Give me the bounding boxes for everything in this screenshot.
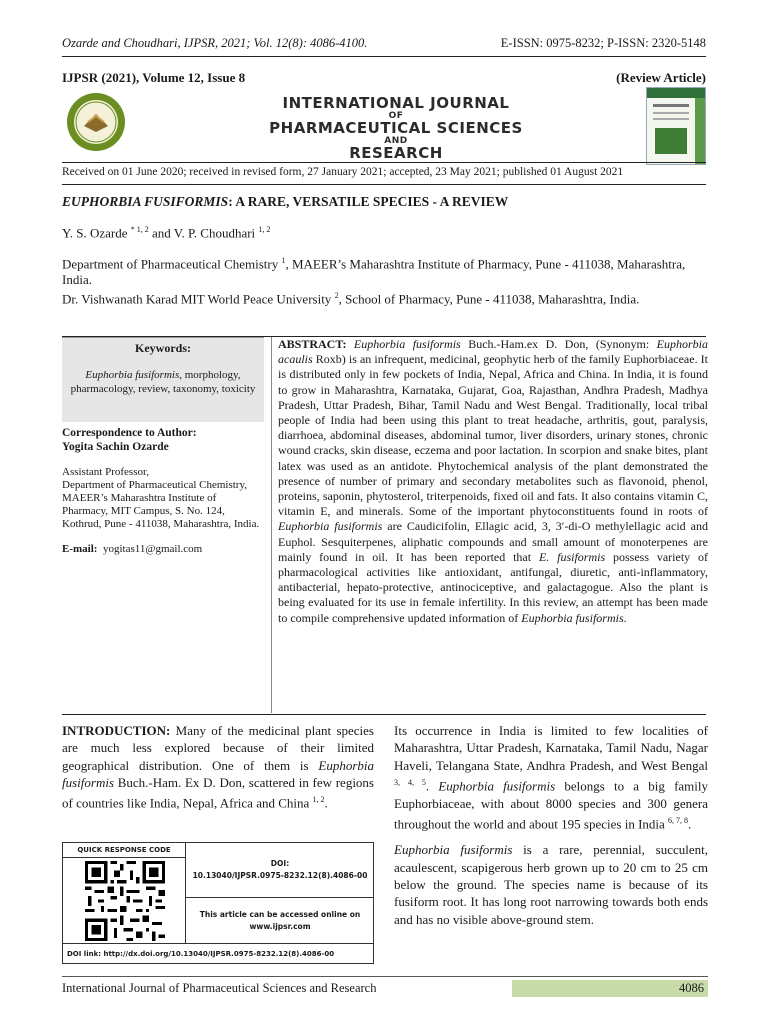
access-url-link[interactable]: www.ijpsr.com [249, 921, 311, 931]
correspondence-heading: Correspondence to Author: [62, 427, 197, 439]
intro-text: Many of the medicinal plant species are much less explored because of their limited geographical distribution. One of them is [62, 723, 374, 773]
qr-label: QUICK RESPONSE CODE [63, 843, 186, 858]
header-rule [62, 56, 706, 57]
paragraph [394, 722, 708, 833]
species-name: Euphorbia acaulis [278, 337, 708, 367]
title-species: EUPHORBIA FUSIFORMIS [62, 194, 229, 209]
affiliation-1 [62, 253, 708, 288]
body-text: . [425, 778, 439, 794]
footer-rule [62, 976, 708, 977]
masthead-line: AND [384, 136, 408, 146]
email-label: E-mail: [62, 543, 98, 555]
affiliation-sup: 1 [281, 256, 286, 265]
body-text: is a rare, perennial, succulent, acaulescent, scapigerous herb grown up to 20 cm to 25 cm below the ground. The species name is because of its fusiform root. It has long root narrowing towards both ends and has no visible above-ground stem. [394, 842, 708, 927]
species-name: Euphorbia fusiformis [278, 519, 383, 534]
citation-ref: 3, 4, 5 [394, 778, 426, 788]
intro-label: INTRODUCTION: [62, 723, 171, 738]
dates-rule [62, 184, 706, 185]
masthead-line: PHARMACEUTICAL SCIENCES [269, 119, 523, 137]
abstract-text: are Caudicifolin, Ellagic acid, 3, 3′-di-O methylellagic acid and Euphol. Sesquiterpenes, aliphatic compounds and small amount of monoterpenes are mainly found in oil. It has been reported that [278, 519, 708, 564]
author-name: Y. S. Ozarde [62, 225, 128, 241]
doi-value: 10.13040/IJPSR.0975-8232.12(8).4086-00 [192, 871, 368, 880]
qr-code-icon[interactable] [75, 861, 175, 941]
article-dates: Received on 01 June 2020; received in revised form, 27 January 2021; accepted, 23 May 2021; published 01 August 2021 [62, 166, 624, 178]
keywords-text: , morphology, pharmacology, review, taxonomy, toxicity [70, 369, 256, 395]
journal-masthead [262, 96, 530, 161]
author-affil-sup: * 1, 2 [130, 225, 149, 234]
intro-text: . [324, 795, 328, 811]
journal-volume: IJPSR (2021), Volume 12, Issue 8 [62, 70, 246, 85]
affiliation-text: , MAEER’s Maharashtra Institute of Pharmacy, Pune - 411038, Maharashtra, India. [62, 256, 686, 288]
species-name: Euphorbia fusiformis [353, 337, 461, 351]
footer-journal: International Journal of Pharmaceutical Sciences and Research [62, 981, 377, 995]
journal-seal-logo [66, 92, 126, 152]
doi-link[interactable]: DOI link: http://dx.doi.org/10.13040/IJPSR.0975-8232.12(8).4086-00 [63, 943, 373, 963]
species-name: Euphorbia fusiformis [521, 610, 624, 625]
species-name: Euphorbia fusiformis [438, 778, 556, 794]
cover-image [647, 88, 705, 164]
author-name: and V. P. Choudhari [151, 225, 256, 241]
access-text: This article can be accessed online on [199, 909, 361, 919]
keyword-species: Euphorbia fusiformis [85, 369, 180, 381]
citation-ref: 6, 7, 8 [668, 816, 689, 826]
citation-ref: 1, 2 [312, 795, 325, 805]
running-citation: Ozarde and Choudhari, IJPSR, 2021; Vol. 12(8): 4086-4100. [62, 36, 368, 50]
page-number: 4086 [679, 981, 704, 995]
email-address[interactable]: yogitas11@gmail.com [102, 543, 203, 555]
abstract-label: ABSTRACT: [278, 337, 347, 351]
paragraph [394, 841, 708, 928]
article-title [62, 194, 508, 210]
abstract-text: possess variety of pharmacological activities like antioxidant, antifungal, diuretic, anti-inflammatory, antibacterial, hepato-protective, antinociceptive, and galactagogue. Also the plant is being evaluated for its use in female infertility. In this review, an attempt has been made to compile comprehensive updated information of [278, 549, 709, 625]
author-affil-sup: 1, 2 [258, 225, 271, 234]
correspondence-address: Department of Pharmaceutical Chemistry, MAEER’s Maharashtra Institute of Pharmacy, MIT Campus, S. No. 124, Kothrud, Pune - 411038, Maharashtra, India. [62, 479, 260, 530]
abstract [278, 337, 708, 626]
masthead-line: INTERNATIONAL JOURNAL [282, 94, 510, 112]
body-column-2 [394, 722, 708, 936]
affiliation-text: , School of Pharmacy, Pune - 411038, Maharashtra, India. [338, 291, 640, 307]
intro-text: Buch.-Ham. Ex D. Don, scattered in few regions of countries like India, Nepal, Africa and China [62, 774, 374, 811]
introduction [62, 722, 374, 812]
masthead-line: RESEARCH [349, 144, 443, 162]
affiliation-text: Dr. Vishwanath Karad MIT World Peace University [62, 291, 332, 307]
keywords-heading: Keywords: [62, 337, 264, 360]
abstract-text: Roxb) is an infrequent, medicinal, geophytic herb of the family Euphorbiaceae. It is distributed only in few pockets of India, Nepal, Africa and China. In India, it is found to grow in Maharashtra, Karnataka, Gujarat, Goa, Rajasthan, Andhra Pradesh, Madhya Pradesh, Uttar Pradesh, Bihar, Tamil Nadu and West Bengal. Traditionally, local tribal people of India had been using this plant to treat headache, arthritis, gout, paralysis, diarrhoea, abdominal diseases, abdominal tumor, liver disorders, urinary stones, chronic wound cracks, skin disease, eczema and poor lactation. In scorpion and snake bites, plant latex was used as an antidote. Phytochemical analysis of the plant demonstrated the presence of number of primary and secondary metabolites such as flavonoid, phenol, proteins, saponin, phytosterol, triterpenoids, fixed oil and fats. It also contains vitamin C, vitamin E, and minerals. Some of the important phytoconstituents found in roots of [278, 352, 708, 519]
masthead-rule [62, 162, 706, 163]
authors [62, 225, 270, 241]
abstract-text: . [623, 610, 627, 625]
affiliation-2 [62, 288, 708, 307]
quick-response-box [62, 842, 374, 964]
correspondence-email [62, 543, 264, 556]
correspondence-block [62, 422, 264, 556]
qr-doi-cell [185, 843, 374, 898]
affiliation-sup: 2 [334, 291, 339, 301]
affiliations [62, 253, 708, 308]
column-divider [271, 337, 272, 713]
affiliation-text: Department of Pharmaceutical Chemistry [62, 256, 279, 272]
abstract-bottom-rule [62, 714, 706, 715]
body-text: . [688, 816, 692, 832]
species-name: Euphorbia fusiformis [62, 757, 374, 790]
masthead-line: OF [388, 111, 404, 121]
correspondence-position: Assistant Professor, [62, 466, 149, 478]
issn: E-ISSN: 0975-8232; P-ISSN: 2320-5148 [500, 36, 706, 50]
body-text: belongs to a big family Euphorbiaceae, with about 8000 species and 300 genera throughout the world and about 195 species in India [394, 778, 709, 832]
article-type: (Review Article) [616, 70, 706, 85]
journal-cover-thumbnail [646, 87, 706, 165]
body-text: Its occurrence in India is limited to few localities of Maharashtra, Uttar Pradesh, Karnataka, Tamil Nadu, Nagar Haveli, Telangana State, Andhra Pradesh, and West Bengal [394, 723, 708, 773]
keywords-panel [62, 337, 264, 713]
qr-access-cell [185, 898, 374, 943]
species-name: Euphorbia fusiformis [394, 842, 513, 858]
doi-label: DOI: [270, 859, 290, 868]
species-name: E. fusiformis [538, 549, 606, 564]
title-text: : A RARE, VERSATILE SPECIES - A REVIEW [228, 194, 509, 209]
correspondence-name: Yogita Sachin Ozarde [62, 441, 169, 453]
abstract-text: Buch.-Ham.ex D. Don, (Synonym: [460, 337, 657, 351]
keywords-list [62, 360, 264, 422]
